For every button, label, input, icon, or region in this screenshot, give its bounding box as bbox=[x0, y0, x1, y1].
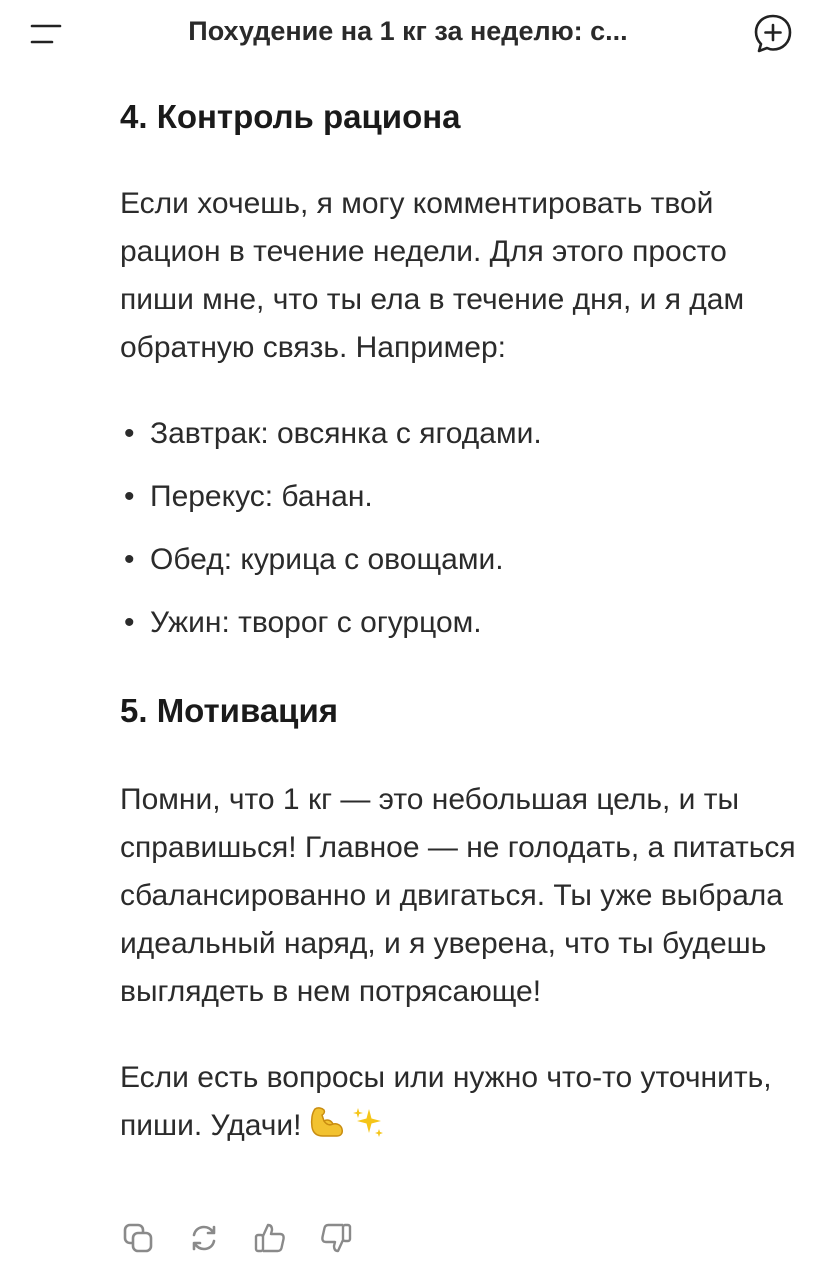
list-item bbox=[120, 528, 800, 591]
flexed-biceps-icon bbox=[307, 1105, 345, 1154]
section-heading-diet-control: 4. Контроль рациона bbox=[120, 98, 461, 135]
closing-text: Если есть вопросы или нужно что-то уточнить, пиши. Удачи! bbox=[120, 1061, 772, 1142]
sparkles-icon bbox=[351, 1105, 385, 1154]
thumbs-up-icon bbox=[253, 1221, 287, 1255]
list-item bbox=[120, 465, 800, 528]
regenerate-button[interactable] bbox=[186, 1220, 222, 1256]
section-heading-motivation: 5. Мотивация bbox=[120, 692, 338, 729]
thumbs-down-icon bbox=[319, 1221, 353, 1255]
bullet: • bbox=[124, 417, 135, 450]
new-chat-plus-icon bbox=[750, 10, 796, 56]
diet-control-paragraph: Если хочешь, я могу комментировать твой рацион в течение недели. Для этого просто пиши мне, что ты ела в течение дня, и я дам обратную связь. Например: bbox=[120, 187, 745, 364]
meal-examples-list bbox=[120, 402, 800, 654]
chat-title[interactable]: Похудение на 1 кг за неделю: с... bbox=[188, 16, 628, 46]
menu-button[interactable] bbox=[26, 16, 66, 52]
list-item bbox=[120, 402, 800, 465]
bullet: • bbox=[124, 543, 135, 576]
copy-icon bbox=[121, 1221, 155, 1255]
list-item-text: Перекус: банан. bbox=[150, 480, 373, 513]
list-item-text: Обед: курица с овощами. bbox=[150, 543, 504, 576]
message-actions bbox=[120, 1218, 354, 1258]
copy-button[interactable] bbox=[120, 1220, 156, 1256]
menu-icon bbox=[26, 16, 66, 52]
closing-paragraph bbox=[120, 1054, 800, 1154]
list-item-text: Ужин: творог с огурцом. bbox=[150, 606, 482, 639]
regenerate-icon bbox=[187, 1221, 221, 1255]
list-item-text: Завтрак: овсянка с ягодами. bbox=[150, 417, 542, 450]
top-bar bbox=[0, 0, 816, 70]
thumbs-down-button[interactable] bbox=[318, 1220, 354, 1256]
motivation-paragraph: Помни, что 1 кг — это небольшая цель, и ты справишься! Главное — не голодать, а питаться сбалансированно и двигаться. Ты уже выбрала идеальный наряд, и я уверена, что ты будешь выглядеть в нем потрясающе! bbox=[120, 783, 796, 1008]
new-chat-button[interactable] bbox=[750, 10, 796, 56]
bullet: • bbox=[124, 606, 135, 639]
assistant-message bbox=[120, 94, 800, 1154]
list-item bbox=[120, 591, 800, 654]
thumbs-up-button[interactable] bbox=[252, 1220, 288, 1256]
bullet: • bbox=[124, 480, 135, 513]
